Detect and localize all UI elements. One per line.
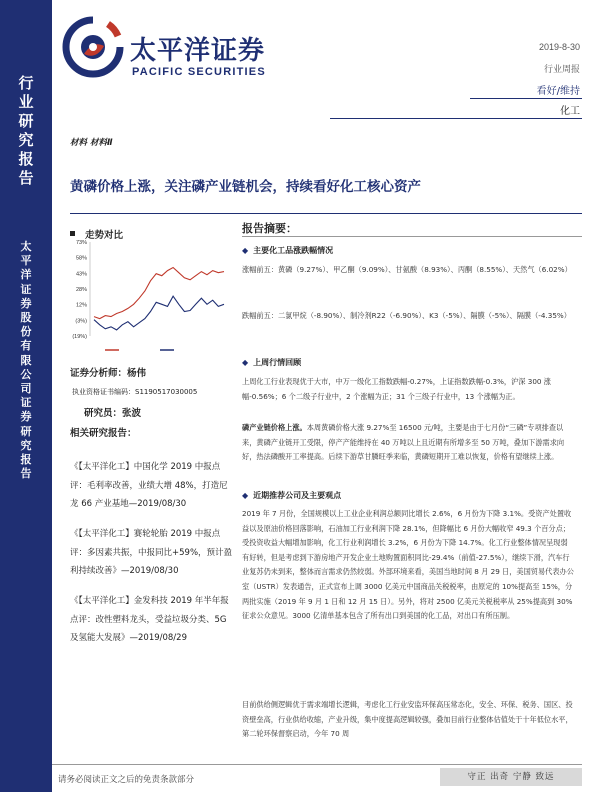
sector-label: 化工 [560,106,580,117]
top-losers-text: 跌幅前五：二氯甲烷（-8.90%）、制冷剂R22（-6.90%）、K3（-5%）、隔膜（-5%）、隔膜（-4.35%） [242,311,571,320]
y-tick-label: (19%) [72,334,87,340]
pacific-securities-logo-icon [62,16,124,78]
trend-label: 走势对比 [85,230,124,241]
analyst-block [70,366,235,441]
trend-chart [60,236,232,360]
industry-subtitle: 材料 材料Ⅱ [70,138,113,148]
sidebar-company-name: 太平洋证券股份有限公司证券研究报告 [20,240,32,481]
report-type: 行业周报 [543,65,580,75]
sidebar [0,0,52,792]
related-report-1[interactable]: 《【太平洋化工】中国化学 2019 中报点评：毛利率改善，业绩大增 48%，打造尼龙 66 产业基地—2019/08/30 [70,462,228,509]
supply-side-text: 目前供给侧逻辑优于需求端增长逻辑，考虑化工行业安监环保高压常态化，安全、环保、税务、国区、投资壁垒高，行业供给收缩，产业升级，集中度提高逻辑较强，叠加目前行业整体估值处于十年低位水平，第二轮环保督察启动，今年 70 周 [242,700,573,739]
section-heading-recommendations: ◆ 近期推荐公司及主要观点 [242,491,342,500]
footer-motto: 守正 出奇 宁静 致远 [440,768,582,786]
footer-disclaimer: 请务必阅读正文之后的免责条款部分 [58,775,195,785]
series-line-1 [94,296,224,330]
footer-divider [52,764,582,765]
series-line-0 [94,268,224,319]
logo-name-cn: 太平洋证券 [130,36,266,66]
header-divider [470,98,582,99]
y-tick-label: 28% [75,287,87,293]
related-reports-title: 相关研究报告： [70,428,137,439]
header-divider-2 [330,118,582,119]
phosphorus-chain-body: 本周黄磷价格大涨 9.27%至 16500 元/吨，主要是由于七月份“三磷”专项排查以来，黄磷产业链开工受限，停产产能维持在 40 万吨以上且近期有所增多至 50 万吨，叠加下游需求向好，热法磷酸开工率提高。后续下游草甘膦旺季来临，黄磷短期开工难以恢复，价格有望继续上涨。 [242,423,565,462]
rating-label: 看好/维持 [536,86,580,97]
y-tick-label: 73% [75,240,87,246]
phosphorus-chain-lead: 磷产业链价格上涨。 [242,423,307,432]
diamond-icon: ◆ [242,358,249,367]
researcher-name: 张波 [122,408,142,419]
report-date: 2019-8-30 [538,42,580,52]
sidebar-report-category: 行业研究报告 [18,74,34,187]
phosphorus-chain-text [242,421,574,465]
analyst-name: 杨伟 [127,368,147,379]
diamond-icon: ◆ [242,246,249,255]
logo-name-en: PACIFIC SECURITIES [132,66,266,78]
page-title: 黄磷价格上涨，关注磷产业链机会，持续看好化工核心资产 [70,179,421,195]
y-tick-label: 58% [75,255,87,262]
y-tick-label: 43% [75,271,87,278]
summary-divider [242,236,582,237]
market-review-text: 上周化工行业表现优于大市，中万一级化工指数跌幅-0.27%，上证指数跌幅-0.3%，沪深 300 涨幅-0.56%；6 个二级子行业中，2 个涨幅为正；31 个三级子行业中，13 个涨幅为正。 [242,377,551,401]
section-heading-market-review: ◆ 上周行情回顾 [242,358,302,367]
analyst-cert: 执业资格证书编码：S1190517030005 [72,388,198,396]
top-gainers-text: 涨幅前五：黄磷（9.27%）、甲乙酮（9.09%）、甘氨酸（8.93%）、丙酮（8.55%）、天然气（6.02%） [242,265,572,274]
summary-title: 报告摘要： [242,222,297,235]
related-report-3[interactable]: 《【太平洋化工】金发科技 2019 年半年报点评：改性塑料龙头，受益垃圾分类、5G 及氢能大发展》—2019/08/29 [70,596,229,643]
title-divider [70,213,582,214]
y-tick-label: (3%) [75,318,87,325]
related-report-2[interactable]: 《【太平洋化工】赛轮轮胎 2019 中报点评：多因素共振，中报同比+59%，预计盈利持续改善》—2019/08/30 [70,529,233,576]
y-tick-label: 12% [75,302,87,309]
diamond-icon: ◆ [242,491,249,500]
researcher-label: 研究员： [84,408,123,419]
section-heading-price-changes: ◆ 主要化工品涨跌幅情况 [242,246,334,255]
recommendations-text: 2019 年 7 月份，全国规模以上工业企业利润总额同比增长 2.6%，6 月份为下降 3.1%。受资产处置收益以及原油价格回落影响，石油加工行业利润下降 28.1%，但降幅比 6 月份大幅收窄 49.3 个百分点；受投资收益大幅增加影响，化工行业利润增长 3.2%，6 月份为下降 14.7%。化工行业整体情况呈现弱有好转，但是考虑到下游房地产开发企业土地购置面积同比-29.4%（前值-27.5%），继续下滑，汽车行业复苏仍未到来，整体而言需求仍然较弱。外部环境来看，美国当地时间 8 月 29 日，美国贸易代表办公室（USTR）发表通告，正式宣布上调 3000 亿美元中国商品关税税率，由原定的 10%提高至 15%，分两批实施（2019 年 9 月 1 日和 12 月 15 日）。另外，将对 2500 亿美元关税税率从 25%提高到 30%征求公众意见。3000 亿清单基本包含了所有出口到美国的化工品，对出口有所压制。 [242,509,574,621]
analyst-label: 证券分析师： [70,368,128,379]
